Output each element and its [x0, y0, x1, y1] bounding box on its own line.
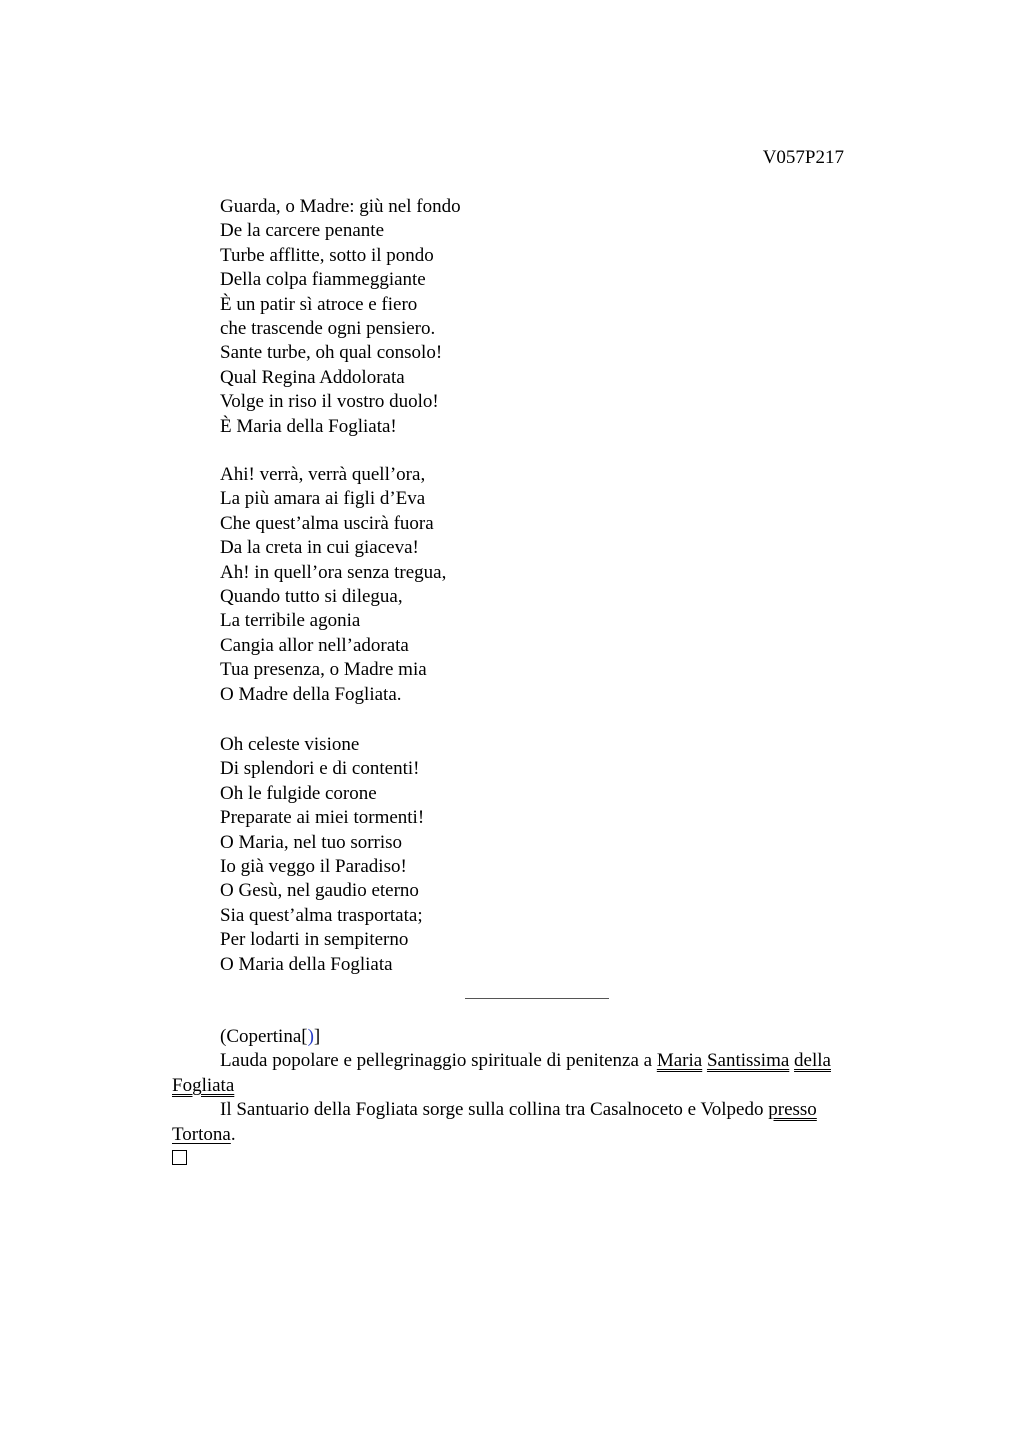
- verse-line: Per lodarti in sempiterno: [220, 929, 409, 951]
- underlined-word: della: [794, 1050, 831, 1072]
- stanza-3: [220, 733, 424, 977]
- page-identifier: V057P217: [762, 147, 844, 168]
- underlined-word: Maria: [656, 1050, 703, 1072]
- verse-line: Ahi! verrà, verrà quell’ora,: [220, 464, 426, 485]
- verse-line: Quando tutto si dilegua,: [220, 586, 403, 608]
- verse-line: Della colpa fiammeggiante: [220, 269, 426, 291]
- cover-note-link[interactable]: ): [307, 1026, 314, 1047]
- santuario-note-text: Il Santuario della Fogliata sorge sulla collina tra Casalnoceto e Volpedo: [220, 1099, 769, 1121]
- verse-line: La più amara ai figli d’Eva: [220, 488, 426, 510]
- verse-line: Cangia allor nell’adorata: [220, 634, 409, 656]
- verse-line: Che quest’alma uscirà fuora: [220, 512, 434, 534]
- underlined-word: presso: [768, 1099, 817, 1121]
- verse-line: Sia quest’alma trasportata;: [220, 904, 423, 926]
- verse-line: La terribile agonia: [220, 610, 361, 632]
- verse-line: Turbe afflitte, sotto il pondo: [220, 244, 434, 266]
- verse-line: Preparate ai miei tormenti!: [220, 807, 425, 829]
- underlined-word: Tortona: [172, 1123, 231, 1145]
- square-outline-icon: [172, 1150, 187, 1165]
- verse-line: Qual Regina Addolorata: [220, 366, 405, 388]
- stanza-1: [220, 195, 461, 439]
- stanza-2: [220, 463, 446, 707]
- lauda-note-text: Lauda popolare e pellegrinaggio spirituale di penitenza a: [220, 1050, 657, 1072]
- notes-section: [172, 1025, 852, 1165]
- santuario-note-suffix: .: [230, 1123, 236, 1145]
- verse-line: È un patir sì atroce e fiero: [220, 293, 418, 315]
- lauda-note: [172, 1049, 852, 1098]
- santuario-note: [172, 1098, 852, 1147]
- cover-note: [172, 1025, 852, 1049]
- verse-line: De la carcere penante: [220, 220, 385, 242]
- verse-line: Oh le fulgide corone: [220, 782, 377, 804]
- underlined-word: Fogliata: [172, 1074, 235, 1096]
- verse-line: O Gesù, nel gaudio eterno: [220, 880, 419, 902]
- cover-note-open: (Copertina[: [220, 1026, 308, 1047]
- verse-line: Tua presenza, o Madre mia: [220, 659, 427, 681]
- verse-line: O Maria, nel tuo sorriso: [220, 831, 403, 853]
- verse-line: O Madre della Fogliata.: [220, 683, 402, 705]
- underlined-word: Santissima: [706, 1050, 790, 1072]
- verse-line: O Maria della Fogliata: [220, 953, 393, 975]
- verse-line: Oh celeste visione: [220, 734, 360, 755]
- verse-line: che trascende ogni pensiero.: [220, 318, 436, 340]
- verse-line: Volge in riso il vostro duolo!: [220, 391, 439, 413]
- verse-line: Da la creta in cui giaceva!: [220, 537, 419, 559]
- verse-line: Guarda, o Madre: giù nel fondo: [220, 196, 461, 217]
- verse-line: Ah! in quell’ora senza tregua,: [220, 561, 447, 583]
- verse-line: Sante turbe, oh qual consolo!: [220, 342, 443, 364]
- verse-line: È Maria della Fogliata!: [220, 415, 397, 437]
- cover-note-close: ]: [313, 1026, 321, 1047]
- section-divider: [465, 998, 609, 999]
- verse-line: Di splendori e di contenti!: [220, 758, 420, 780]
- verse-line: Io già veggo il Paradiso!: [220, 856, 407, 878]
